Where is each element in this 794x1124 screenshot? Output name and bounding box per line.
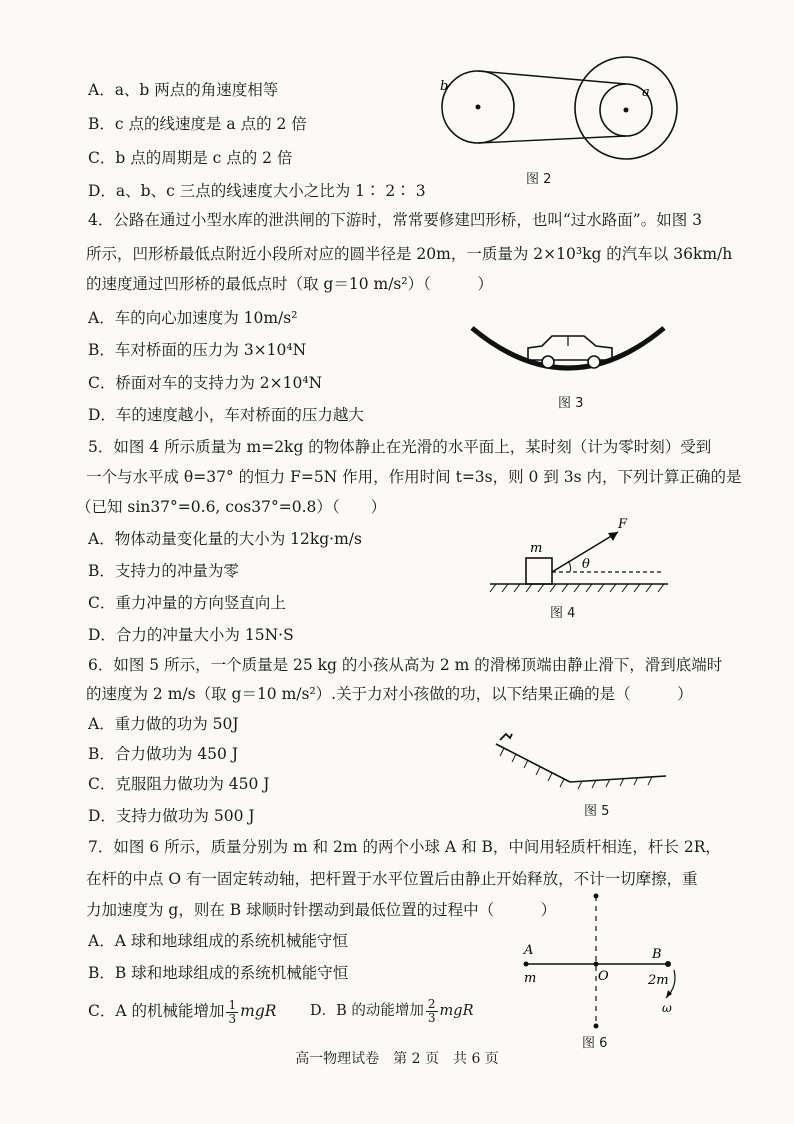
q7-option-c: [88, 994, 276, 1028]
q6-stem-line1: 6．如图 5 所示，一个质量是 25 kg 的小孩从高为 2 m 的滑梯顶端由静止滑下，滑到底端时: [88, 656, 723, 674]
q6-option-c: C．克服阻力做功为 450 J: [88, 775, 270, 793]
figure-4-block-force: [488, 518, 670, 604]
q6-stem-line2: 的速度为 2 m/s（取 g＝10 m/s²）.关于力对小孩做的功，以下结果正确的是（ ）: [86, 685, 693, 703]
fig6-label-m: m: [524, 971, 537, 986]
fig2-label-a: a: [642, 85, 650, 100]
q7-c-numerator: 1: [228, 997, 237, 1012]
figure-3-concave-bridge: [468, 318, 668, 388]
fig2-label-b: b: [440, 79, 449, 94]
q6-option-a: A．重力做的功为 50J: [88, 715, 239, 733]
figure-2-caption: 图 2: [526, 172, 552, 187]
q4-option-d: D．车的速度越小，车对桥面的压力越大: [88, 406, 364, 424]
q7-option-d-prefix: D．B 的动能增加: [310, 1003, 424, 1019]
q3-option-b: B．c 点的线速度是 a 点的 2 倍: [88, 115, 307, 133]
q4-stem-line3: 的速度通过凹形桥的最低点时（取 g＝10 m/s²）（ ）: [86, 275, 493, 293]
q5-option-c: C．重力冲量的方向竖直向上: [88, 594, 286, 612]
fig6-label-2m: 2m: [648, 973, 669, 988]
q7-d-denominator: 3: [427, 1010, 436, 1025]
q5-option-b: B．支持力的冲量为零: [88, 562, 239, 580]
figure-6-caption: 图 6: [582, 1036, 608, 1051]
figure-5-caption: 图 5: [584, 804, 610, 819]
fig6-label-B: B: [652, 947, 662, 962]
q7-option-b: B．B 球和地球组成的系统机械能守恒: [88, 964, 349, 982]
q5-option-d: D．合力的冲量大小为 15N·S: [88, 626, 294, 644]
q7-option-c-prefix: C．A 的机械能增加: [88, 1002, 225, 1020]
figure-4-caption: 图 4: [550, 606, 576, 621]
figure-2-pulleys: [436, 48, 698, 168]
q7-c-denominator: 3: [228, 1011, 237, 1026]
figure-6-rod-balls: [516, 892, 686, 1032]
q6-option-b: B．合力做功为 450 J: [88, 745, 239, 763]
q5-stem-line2: 一个与水平成 θ=37° 的恒力 F=5N 作用，作用时间 t=3s，则 0 到 3s 内，下列计算正确的是: [86, 468, 742, 486]
q3-option-d: D．a、b、c 三点的线速度大小之比为 1∶ 2∶ 3: [88, 182, 426, 200]
q5-stem-line1: 5．如图 4 所示质量为 m=2kg 的物体静止在光滑的水平面上，某时刻（计为零时刻）受到: [88, 438, 712, 456]
q3-option-c: C．b 点的周期是 c 点的 2 倍: [88, 149, 293, 167]
fig6-label-A: A: [524, 943, 534, 958]
q5-stem-line3: （已知 sin37°=0.6, cos37°=0.8）（ ）: [76, 498, 387, 516]
figure-3-caption: 图 3: [558, 396, 584, 411]
q7-option-d-suffix: mgR: [439, 1003, 474, 1019]
q7-stem-line3: 力加速度为 g，则在 B 球顺时针摆动到最低位置的过程中（ ）: [86, 901, 557, 919]
q5-option-a: A．物体动量变化量的大小为 12kg·m/s: [88, 530, 362, 548]
q4-option-b: B．车对桥面的压力为 3×10⁴N: [88, 341, 307, 359]
page-footer: 高一物理试卷 第 2 页 共 6 页: [295, 1051, 499, 1067]
q4-stem-line2: 所示，凹形桥最低点附近小段所对应的圆半径是 20m，一质量为 2×10³kg 的汽车以 36km/h: [86, 245, 733, 263]
figure-5-slide: [490, 730, 670, 800]
fig6-label-O: O: [598, 969, 609, 984]
q7-option-d-fraction: [426, 998, 438, 1025]
fig4-label-theta: θ: [582, 557, 590, 572]
q6-option-d: D．支持力做功为 500 J: [88, 807, 255, 825]
q7-option-c-suffix: mgR: [240, 1002, 277, 1020]
fig4-label-f: F: [618, 518, 628, 532]
q7-option-c-fraction: [226, 999, 238, 1026]
q7-stem-line2: 在杆的中点 O 有一固定转动轴，把杆置于水平位置后由静止开始释放，不计一切摩擦，重: [86, 870, 698, 888]
q4-option-c: C．桥面对车的支持力为 2×10⁴N: [88, 374, 323, 392]
fig6-label-omega: ω: [662, 1001, 672, 1015]
q3-option-a: A．a、b 两点的角速度相等: [88, 81, 279, 99]
q7-option-a: A．A 球和地球组成的系统机械能守恒: [88, 932, 348, 950]
q7-stem-line1: 7．如图 6 所示，质量分别为 m 和 2m 的两个小球 A 和 B，中间用轻质杆相连，杆长 2R，: [88, 838, 721, 856]
q4-stem-line1: 4．公路在通过小型水库的泄洪闸的下游时，常常要修建凹形桥，也叫“过水路面”。如图 3: [88, 211, 703, 229]
q7-d-numerator: 2: [427, 996, 436, 1011]
fig4-label-m: m: [530, 541, 543, 556]
q7-option-d: [310, 994, 473, 1028]
q4-option-a: A．车的向心加速度为 10m/s²: [88, 309, 298, 327]
